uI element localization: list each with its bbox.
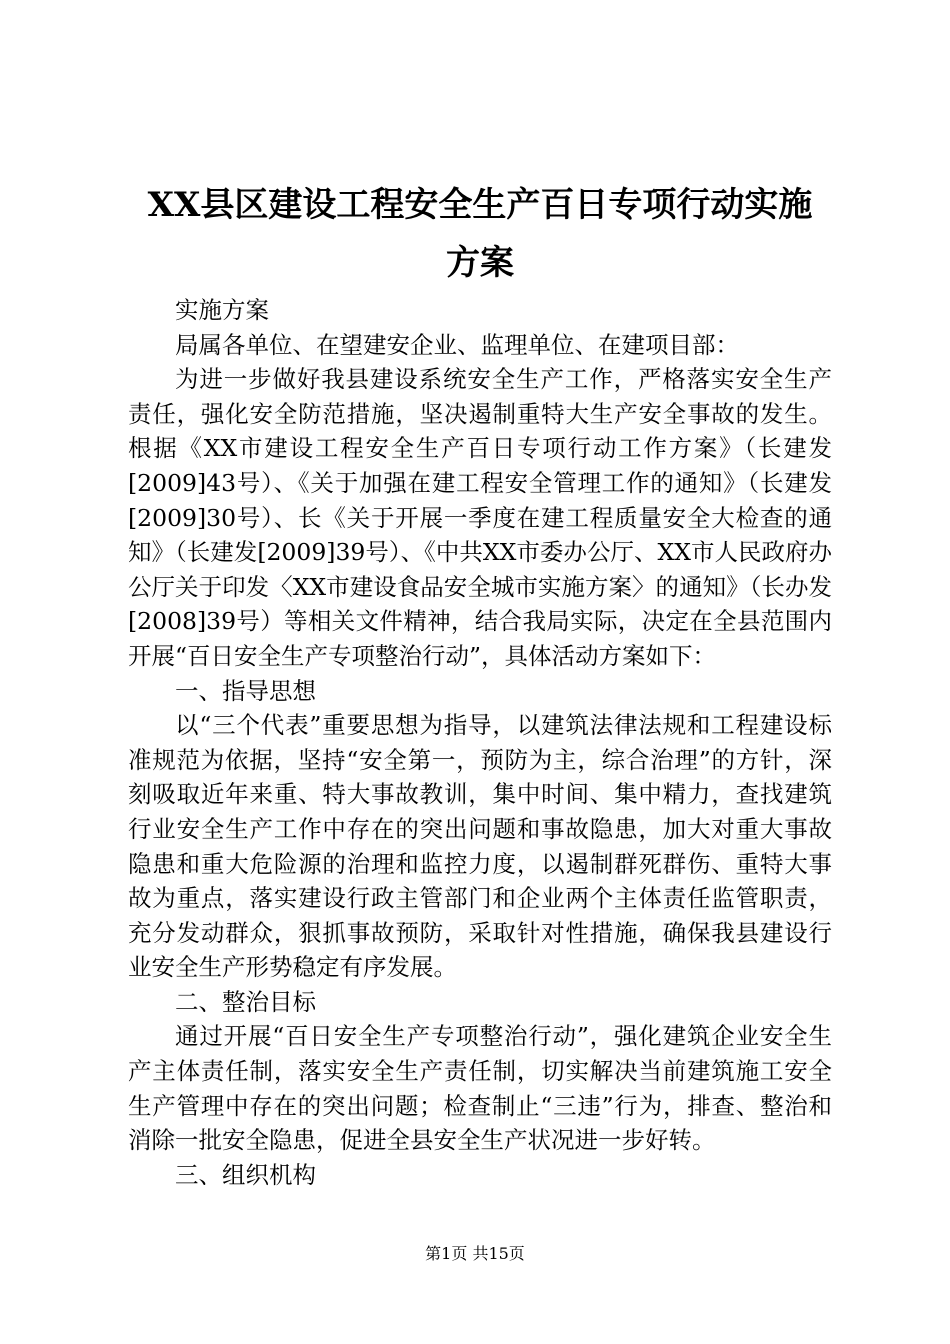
- paragraph-intro: 为进一步做好我县建设系统安全生产工作，严格落实安全生产责任，强化安全防范措施，坚决遏制重特大生产安全事故的发生。根据《XX市建设工程安全生产百日专项行动工作方案》（长建发[2009]43号）、《关于加强在建工程安全管理工作的通知》（长建发[2009]30号）、长《关于开展一季度在建工程质量安全大检查的通知》（长建发[2009]39号）、《中共XX市委办公厅、XX市人民政府办公厅关于印发〈XX市建设食品安全城市实施方案〉的通知》（长办发[2008]39号）等相关文件精神，结合我局实际，决定在全县范围内开展“百日安全生产专项整治行动”，具体活动方案如下：: [128, 365, 832, 670]
- document-body: [128, 293, 832, 1192]
- paragraph-goals: 通过开展“百日安全生产专项整治行动”，强化建筑企业安全生产主体责任制，落实安全生产责任制，切实解决当前建筑施工安全生产管理中存在的突出问题；检查制止“三违”行为，排查、整治和消除一批安全隐患，促进全县安全生产状况进一步好转。: [128, 1022, 832, 1155]
- document-title: [128, 176, 832, 292]
- section-heading-1: 一、指导思想: [175, 676, 316, 705]
- paragraph-addressees: 局属各单位、在望建安企业、监理单位、在建项目部：: [175, 330, 739, 359]
- title-line-2: 方案: [446, 243, 514, 283]
- paragraph-guiding-thought: 以“三个代表”重要思想为指导，以建筑法律法规和工程建设标准规范为依据，坚持“安全第一，预防为主，综合治理”的方针，深刻吸取近年来重、特大事故教训，集中时间、集中精力，查找建筑行业安全生产工作中存在的突出问题和事故隐患，加大对重大事故隐患和重大危险源的治理和监控力度，以遏制群死群伤、重特大事故为重点，落实建设行政主管部门和企业两个主体责任监管职责，充分发动群众，狠抓事故预防，采取针对性措施，确保我县建设行业安全生产形势稳定有序发展。: [128, 711, 832, 982]
- section-heading-2: 二、整治目标: [175, 987, 316, 1016]
- paragraph-doc-type: 实施方案: [175, 296, 269, 324]
- page-footer: 第1页 共15页: [425, 1244, 525, 1263]
- title-line-1: XX县区建设工程安全生产百日专项行动实施: [147, 185, 813, 225]
- section-heading-3: 三、组织机构: [175, 1160, 316, 1189]
